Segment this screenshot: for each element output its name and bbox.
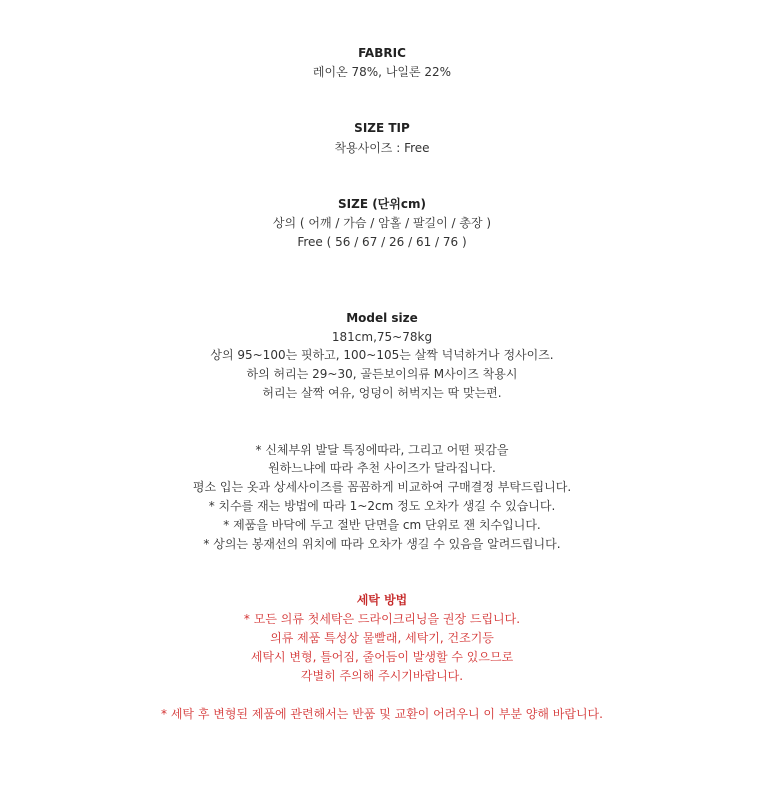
washing-line: 의류 제품 특성상 물빨래, 세탁기, 건조기등 xyxy=(270,631,494,645)
model-size-heading: Model size xyxy=(346,311,418,325)
model-size-line: 상의 95~100는 핏하고, 100~105는 살짝 넉넉하거나 정사이즈. xyxy=(210,348,554,362)
washing-warning: * 세탁 후 변형된 제품에 관련해서는 반품 및 교환이 어려우니 이 부분 양해 바랍니다. xyxy=(161,707,603,721)
note-line: * 제품을 바닥에 두고 절반 단면을 cm 단위로 잰 치수입니다. xyxy=(223,518,541,532)
washing-line: 세탁시 변형, 틀어짐, 줄어듬이 발생할 수 있으므로 xyxy=(250,650,514,664)
washing-line: * 모든 의류 첫세탁은 드라이크리닝을 권장 드립니다. xyxy=(243,612,521,626)
size-tip-heading: SIZE TIP xyxy=(354,121,410,135)
model-size-line: 하의 허리는 29~30, 골든보이의류 M사이즈 착용시 xyxy=(246,367,518,381)
note-line: * 치수를 재는 방법에 따라 1~2cm 정도 오차가 생길 수 있습니다. xyxy=(208,499,556,513)
model-size-line: 181cm,75~78kg xyxy=(331,330,433,344)
fabric-heading: FABRIC xyxy=(358,46,406,60)
size-tip-value: 착용사이즈 : Free xyxy=(334,141,430,155)
note-line: 원하느냐에 따라 추천 사이즈가 달라집니다. xyxy=(268,461,496,475)
note-line: 평소 입는 옷과 상세사이즈를 꼼꼼하게 비교하여 구매결정 부탁드립니다. xyxy=(192,480,572,494)
size-values: Free ( 56 / 67 / 26 / 61 / 76 ) xyxy=(297,235,467,249)
size-columns: 상의 ( 어깨 / 가슴 / 암홀 / 팔길이 / 총장 ) xyxy=(272,216,492,230)
washing-heading: 세탁 방법 xyxy=(356,593,408,607)
note-line: * 신체부위 발달 특징에따라, 그리고 어떤 핏감을 xyxy=(255,443,509,457)
note-line: * 상의는 봉재선의 위치에 따라 오차가 생길 수 있음을 알려드립니다. xyxy=(203,537,561,551)
model-size-line: 허리는 살짝 여유, 엉덩이 허벅지는 딱 맞는편. xyxy=(262,386,502,400)
washing-line: 각별히 주의해 주시기바랍니다. xyxy=(300,669,464,683)
size-heading: SIZE (단위cm) xyxy=(338,197,426,211)
fabric-value: 레이온 78%, 나일론 22% xyxy=(312,65,452,79)
